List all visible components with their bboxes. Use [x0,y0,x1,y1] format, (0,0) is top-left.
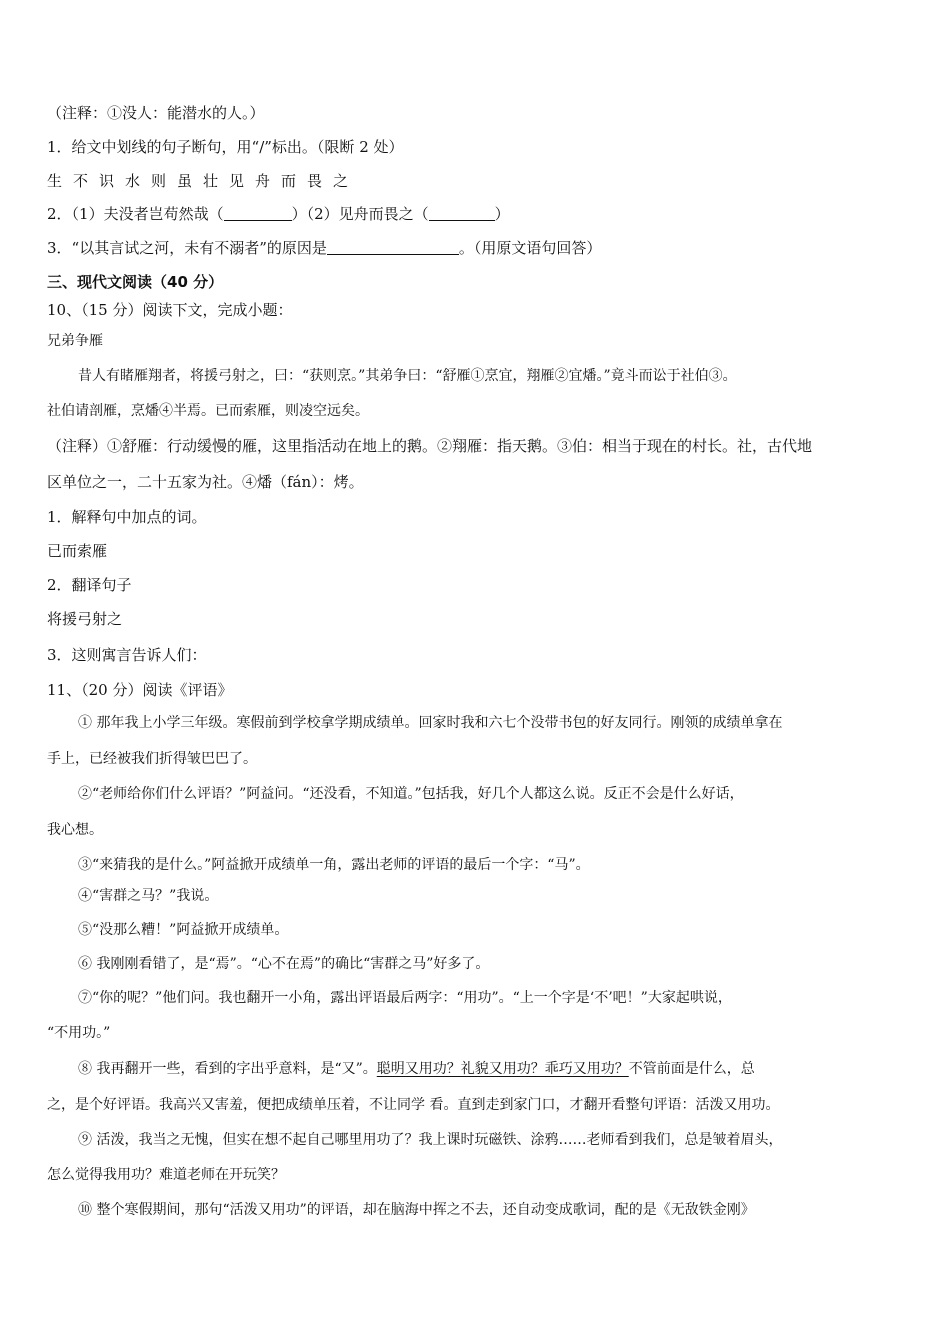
question-1-sentence: 生不识水则虽壮见舟而畏之 [47,172,360,190]
question-3-part-2: 。（用原文语句回答） [458,239,602,257]
essay-paragraph: ⑥ 我刚刚看错了，是“焉”。“心不在焉”的确比“害群之马”好多了。 [78,956,490,972]
question-10-2-text: 将援弓射之 [47,610,123,628]
story-note: 区单位之一，二十五家为社。④燔（fán）：烤。 [47,473,364,491]
question-10-1-text: 已而索雁 [47,542,108,560]
question-3 [47,238,601,258]
essay-paragraph: ⑦“你的呢？”他们问。我也翻开一小角，露出评语最后两字：“用功”。“上一个字是‘不’吧！”大家起哄说， [78,990,732,1006]
essay-paragraph: ⑩ 整个寒假期间，那句“活泼又用功”的评语，却在脑海中挥之不去，还自动变成歌词，配的是《无敌铁金刚》 [78,1202,755,1218]
question-2-part-1: 2．（1）夫没者岂苟然哉（ [47,205,224,223]
answer-blank[interactable] [429,204,495,221]
question-10-1: 1．解释句中加点的词。 [47,508,207,526]
essay-paragraph: “不用功。” [47,1025,111,1041]
question-2 [47,204,510,224]
essay-paragraph: 我心想。 [47,822,103,838]
story-note: （注释）①舒雁：行动缓慢的雁，这里指活动在地上的鹅。②翔雁：指天鹅。③伯：相当于现在的村长。社，古代地 [47,437,813,455]
essay-text: 不管前面是什么，总 [628,1061,755,1077]
story-paragraph: 社伯请剖雁，烹燔④半焉。已而索雁，则凌空远矣。 [47,403,369,419]
essay-paragraph: 之，是个好评语。我高兴又害羞，便把成绩单压着，不让同学 看。直到走到家门口，才翻开看整句评语：活泼又用功。 [47,1097,780,1113]
story-paragraph: 昔人有睹雁翔者，将援弓射之，曰：“获则烹。”其弟争曰：“舒雁①烹宜，翔雁②宜燔。”竟斗而讼于社伯③。 [78,368,737,384]
essay-paragraph: 手上，已经被我们折得皱巴巴了。 [47,751,257,767]
essay-paragraph: ⑨ 活泼，我当之无愧，但实在想不起自己哪里用功了？我上课时玩磁铁、涂鸦……老师看到我们，总是皱着眉头， [78,1132,783,1148]
essay-paragraph: ④“害群之马？”我说。 [78,888,219,904]
essay-text: ⑧ 我再翻开一些，看到的字出乎意料，是“又”。 [78,1061,377,1077]
question-3-part-1: 3．“以其言试之河，未有不溺者”的原因是 [47,239,327,257]
question-10-3: 3．这则寓言告诉人们： [47,646,207,664]
essay-paragraph: ⑤“没那么糟！”阿益掀开成绩单。 [78,922,289,938]
question-1: 1．给文中划线的句子断句，用“/”标出。（限断 2 处） [47,138,404,156]
question-11-title: 11、（20 分）阅读《评语》 [47,681,233,699]
answer-blank[interactable] [327,238,459,255]
essay-paragraph: 怎么觉得我用功？难道老师在开玩笑？ [47,1167,285,1183]
question-10-2: 2．翻译句子 [47,576,132,594]
question-10-title: 10、（15 分）阅读下文，完成小题： [47,301,293,319]
note-top: （注释：①没人：能潜水的人。） [47,104,265,122]
section-3-heading: 三、现代文阅读（40 分） [47,273,224,291]
story-title: 兄弟争雁 [47,333,103,349]
question-2-part-2: ）（2）见舟而畏之（ [291,205,429,223]
essay-paragraph: ① 那年我上小学三年级。寒假前到学校拿学期成绩单。回家时我和六七个没带书包的好友同行。刚领的成绩单拿在 [78,715,783,731]
answer-blank[interactable] [224,204,292,221]
underlined-sentence: 聪明又用功？礼貌又用功？乖巧又用功？ [376,1061,629,1077]
essay-paragraph: ③“来猜我的是什么。”阿益掀开成绩单一角，露出老师的评语的最后一个字：“马”。 [78,857,590,873]
essay-paragraph: ②“老师给你们什么评语？”阿益问。“还没看，不知道。”包括我，好几个人都这么说。反正不会是什么好话， [78,786,744,802]
question-2-close: ） [494,205,510,223]
essay-paragraph [78,1059,755,1079]
